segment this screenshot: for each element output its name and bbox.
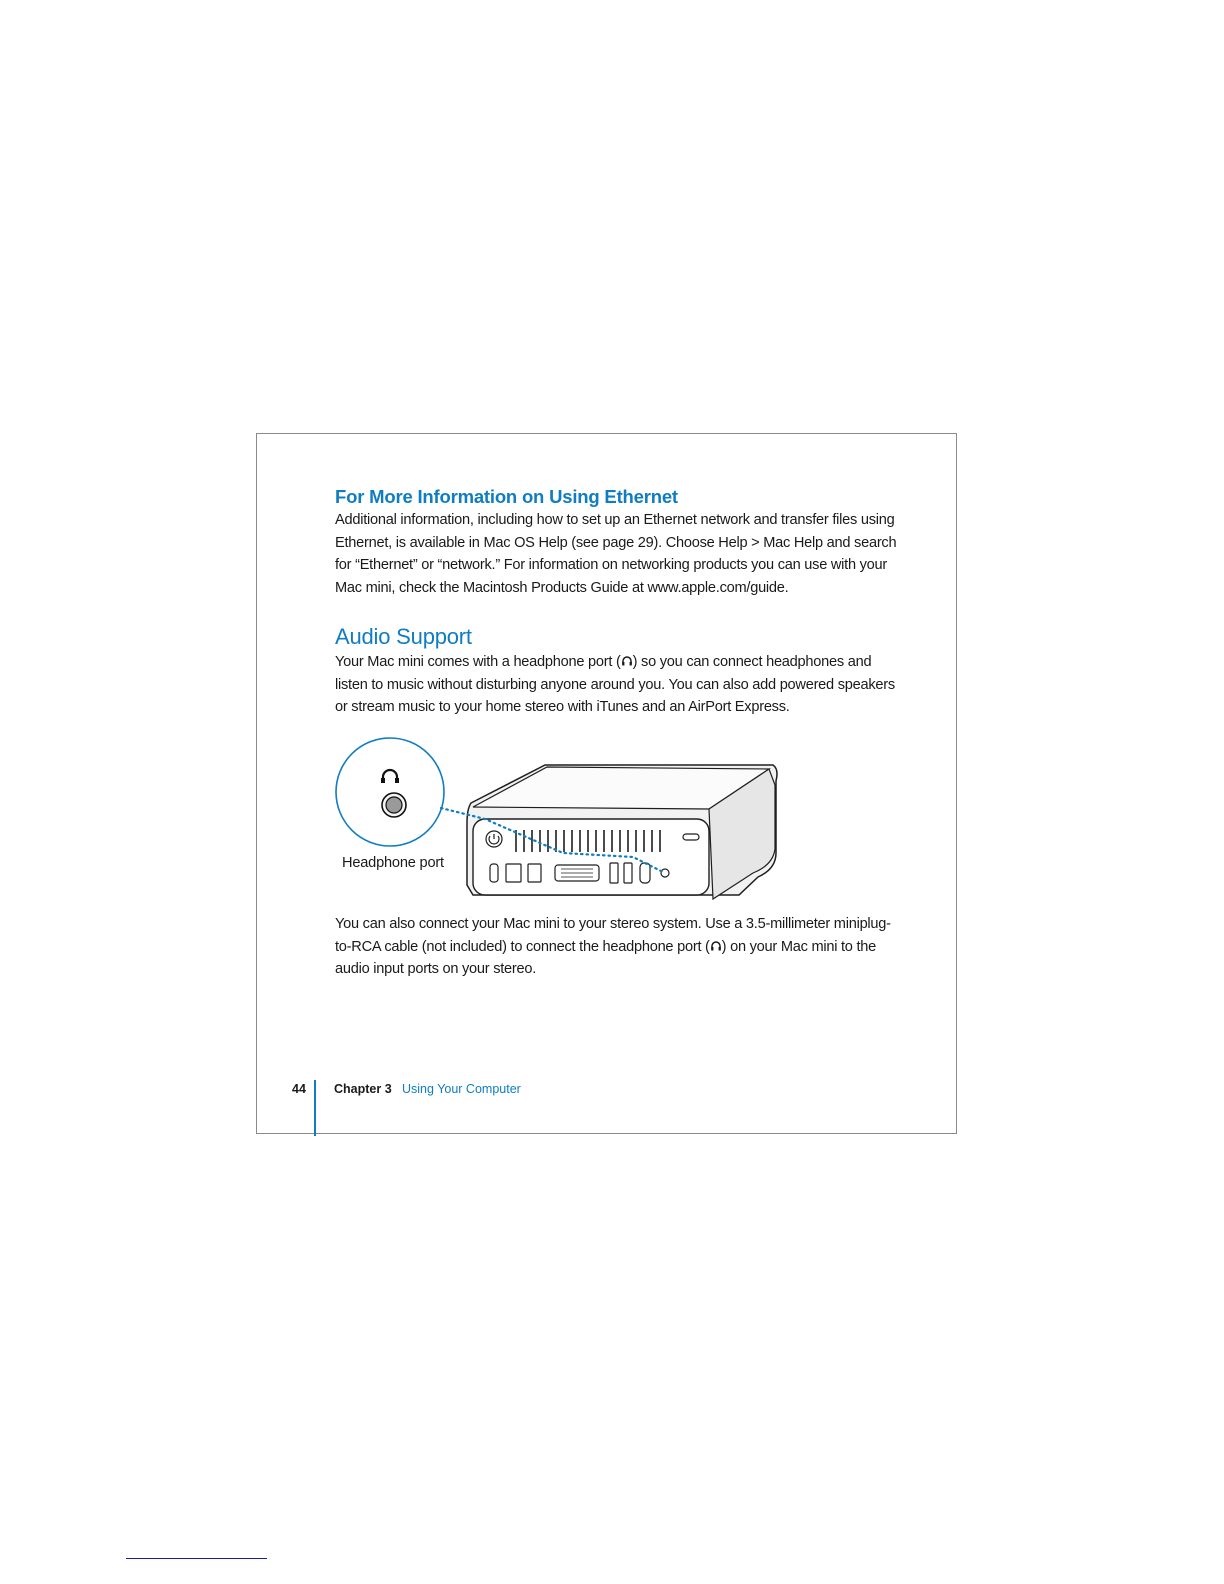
stereo-text-after: ) on your Mac mini to the audio input ports on your stereo.	[335, 938, 877, 977]
audio-text-before: Your Mac mini comes with a headphone port (	[335, 654, 621, 670]
heading-audio-support: Audio Support	[335, 624, 472, 649]
paragraph-ethernet: Additional information, including how to set up an Ethernet network and transfer files using Ethernet, is available in Mac OS Help (see page 29). Choose Help > Mac Help and search for “Ethernet” or “network.” For information on networking products you can use with your Mac mini, check the Macintosh Products Guide at www.apple.com/guide.	[335, 512, 897, 596]
heading-ethernet: For More Information on Using Ethernet	[335, 486, 678, 507]
chapter-title: Using Your Computer	[402, 1082, 521, 1096]
footer-divider	[314, 1080, 316, 1136]
callout-circle	[336, 738, 444, 846]
mac-mini-illustration	[333, 735, 783, 905]
stereo-text-before: You can also connect your Mac mini to your stereo system. Use a 3.5-millimeter miniplug-to-RCA cable (not included) to connect the headphone port (	[335, 916, 891, 955]
figure-caption: Headphone port	[342, 855, 444, 871]
mac-mini-figure	[333, 735, 783, 905]
paragraph-audio-support	[335, 651, 905, 719]
headphone-icon	[621, 655, 633, 667]
page-number: 44	[292, 1082, 306, 1096]
paragraph-stereo	[335, 913, 905, 981]
bottom-rule	[126, 1558, 267, 1559]
audio-text-after: ) so you can connect headphones and listen to music without disturbing anyone around you. You can also add powered speakers or stream music to your home stereo with iTunes and an AirPort Express.	[335, 654, 895, 715]
headphone-icon	[710, 940, 722, 952]
chapter-label: Chapter 3	[334, 1082, 392, 1096]
